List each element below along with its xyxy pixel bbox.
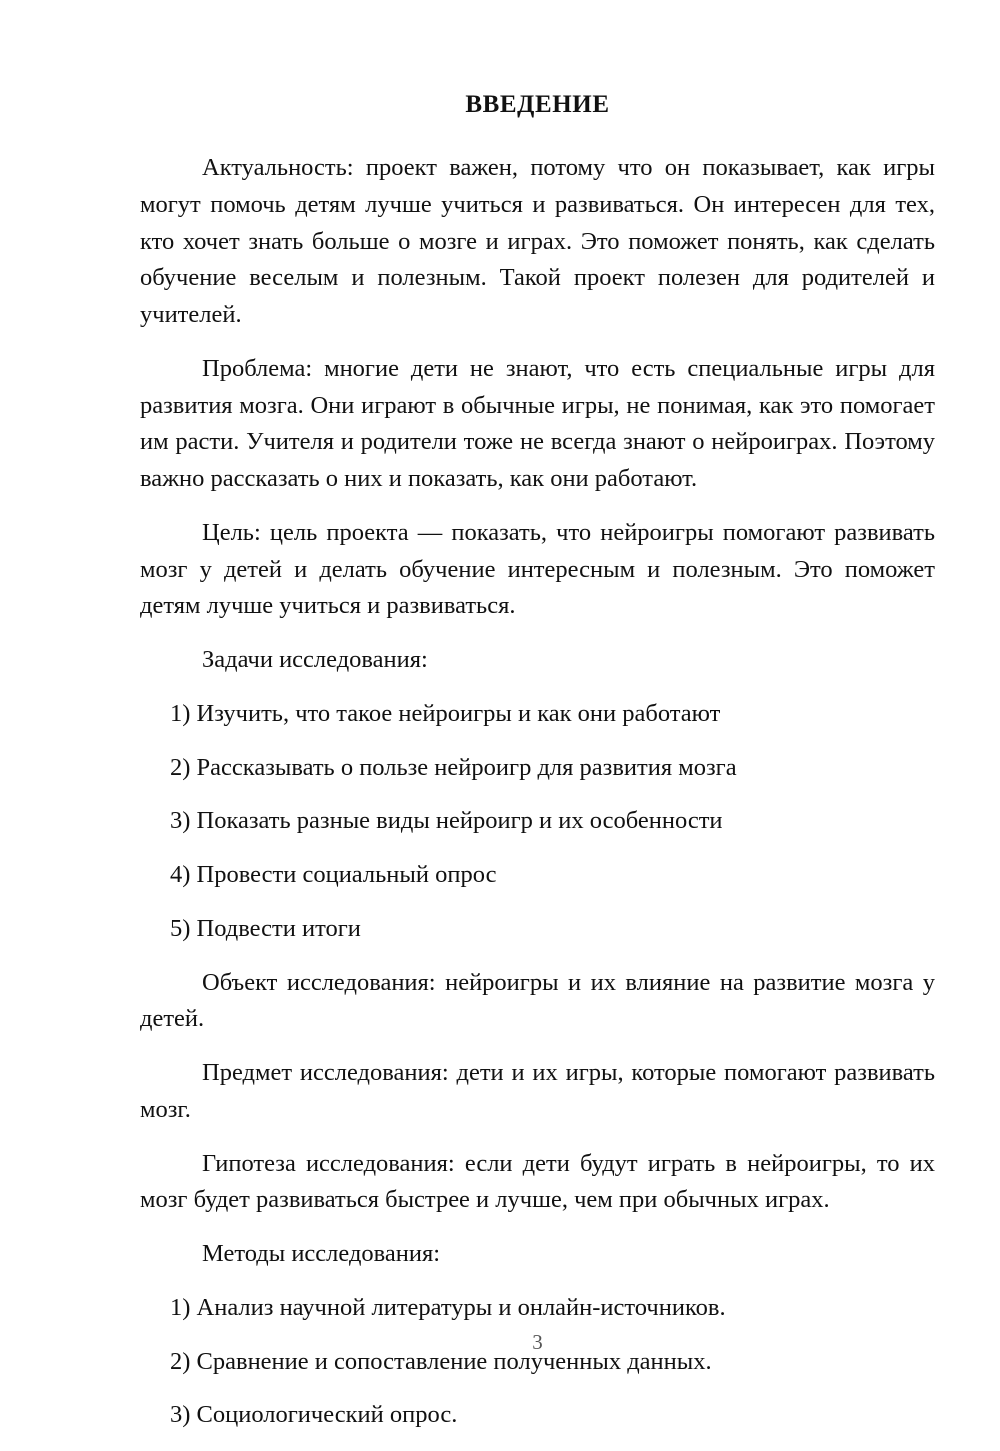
paragraph-object: Объект исследования: нейроигры и их влияние на развитие мозга у детей. — [140, 968, 935, 1033]
page-number: 3 — [532, 1330, 543, 1354]
list-item: 2) Рассказывать о пользе нейроигр для развития мозга — [170, 753, 737, 781]
list-item: 2) Сравнение и сопоставление полученных данных. — [170, 1347, 712, 1375]
paragraph-subject: Предмет исследования: дети и их игры, которые помогают развивать мозг. — [140, 1059, 935, 1123]
document-body — [140, 90, 935, 1451]
list-item: 1) Анализ научной литературы и онлайн-источников. — [170, 1293, 726, 1321]
list-item: 3) Социологический опрос. — [170, 1401, 458, 1429]
paragraph-goal: Цель: цель проекта — показать, что нейроигры помогают развивать мозг у детей и делать обучение интересным и полезным. Это поможет детям лучше учиться и развиваться. — [140, 518, 935, 620]
list-item: 3) Показать разные виды нейроигр и их особенности — [170, 807, 723, 835]
tasks-label: Задачи исследования: — [202, 646, 428, 673]
methods-label: Методы исследования: — [202, 1240, 441, 1267]
list-item: 1) Изучить, что такое нейроигры и как они работают — [170, 699, 721, 727]
list-item: 4) Провести социальный опрос — [170, 861, 497, 888]
page-title: ВВЕДЕНИЕ — [465, 91, 610, 118]
paragraph-hypothesis: Гипотеза исследования: если дети будут играть в нейроигры, то их мозг будет развиваться быстрее и лучше, чем при обычных играх. — [140, 1149, 935, 1214]
paragraph-problem: Проблема: многие дети не знают, что есть специальные игры для развития мозга. Они играют в обычные игры, не понимая, как это помогает им расти. Учителя и родители тоже не всегда знают о нейроиграх. Поэтому важно рассказать о них и показать, как они работают. — [140, 354, 935, 492]
list-item: 5) Подвести итоги — [170, 914, 361, 942]
paragraph-relevance: Актуальность: проект важен, потому что он показывает, как игры могут помочь детям лучше учиться и развиваться. Он интересен для тех, кто хочет знать больше о мозге и играх. Это поможет понять, как сделать обучение веселым и полезным. Такой проект полезен для родителей и учителей. — [140, 154, 935, 328]
